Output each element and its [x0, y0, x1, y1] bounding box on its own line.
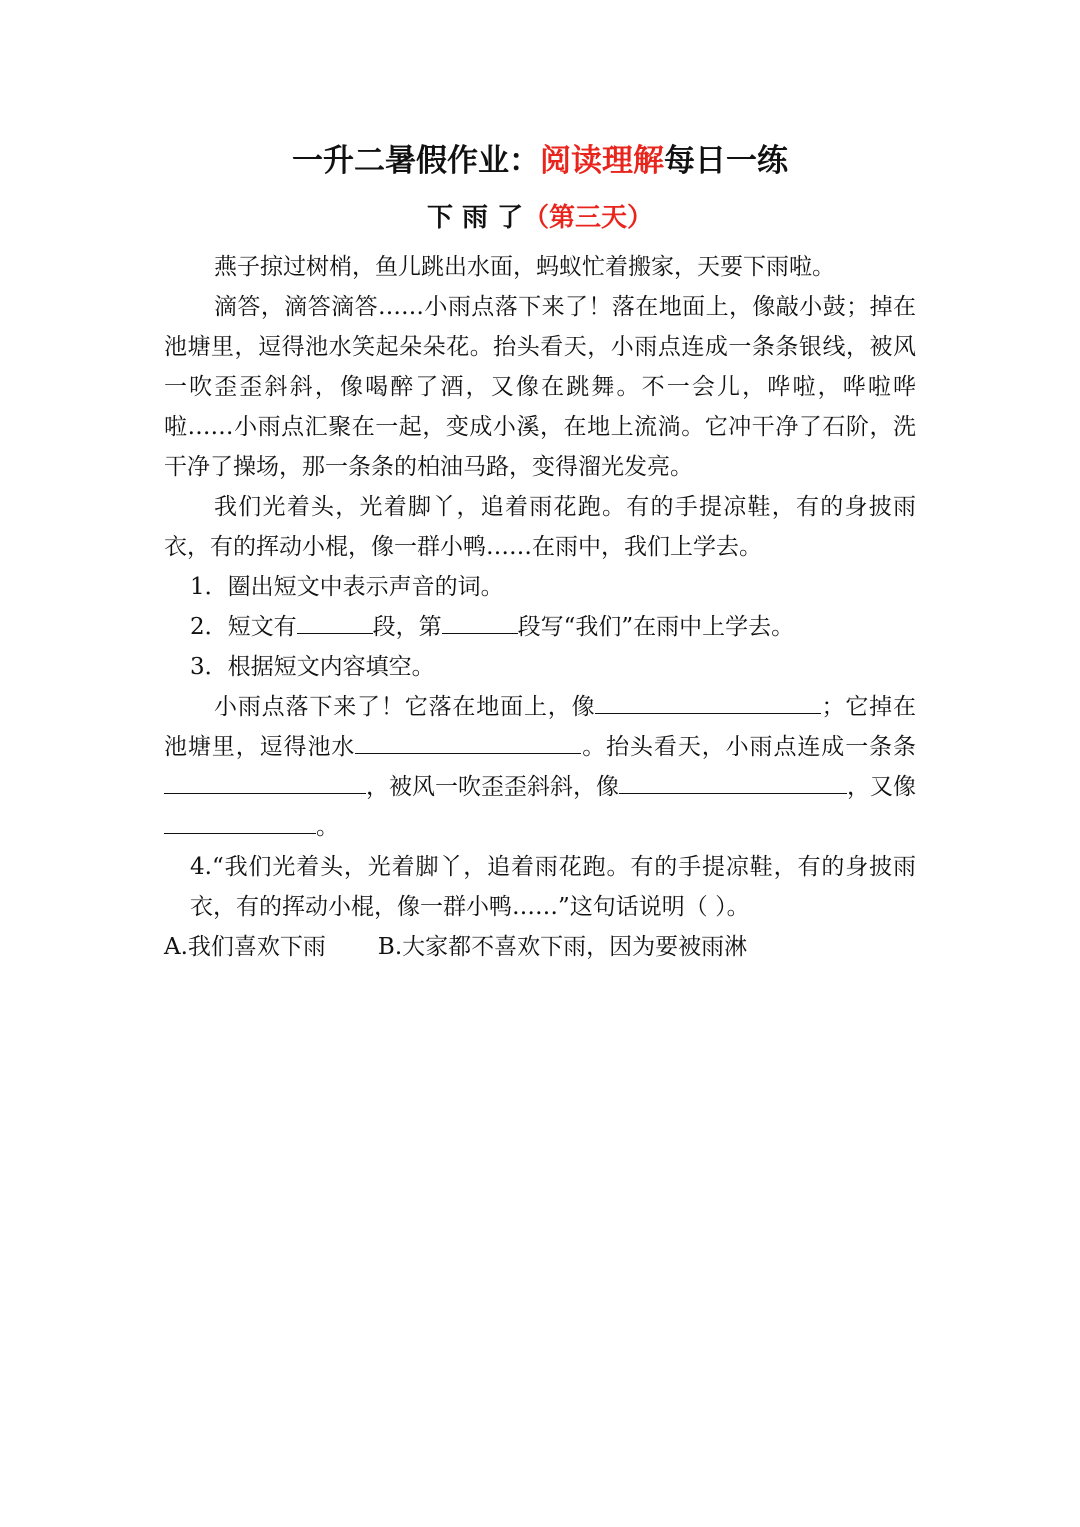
answer-blank[interactable]	[442, 611, 518, 634]
passage-title-main: 下 雨 了	[426, 203, 524, 233]
question-4: 4.“我们光着头，光着脚丫，追着雨花跑。有的手提凉鞋，有的身披雨衣，有的挥动小棍，像一群小鸭……”这句话说明（ ）。	[190, 854, 916, 920]
fill-text-d: ，被风一吹歪歪斜斜，像	[366, 774, 619, 800]
option-a[interactable]: A.我们喜欢下雨	[164, 934, 326, 960]
question-2	[164, 607, 916, 647]
fill-text-e: ，又像	[847, 774, 916, 800]
option-b[interactable]: B.大家都不喜欢下雨，因为要被雨淋	[377, 934, 748, 960]
title-suffix: 每日一练	[664, 143, 788, 179]
fill-text-f: 。	[316, 814, 339, 840]
fill-text-b: ；它掉在池塘里，逗得池水	[164, 694, 917, 760]
question-1: 1．圈出短文中表示声音的词。	[190, 574, 504, 600]
question-2-part-b: 段，第	[372, 614, 442, 640]
question-2-part-c: 段写“我们”在雨中上学去。	[517, 614, 795, 640]
passage-title	[0, 196, 1080, 240]
answer-blank[interactable]	[595, 691, 821, 714]
title-highlight: 阅读理解	[540, 143, 664, 179]
question-3: 3．根据短文内容填空。	[190, 654, 435, 680]
title-prefix: 一升二暑假作业：	[292, 143, 540, 179]
answer-blank[interactable]	[164, 811, 316, 834]
answer-blank[interactable]	[164, 771, 366, 794]
fill-in-paragraph	[164, 687, 916, 847]
page-title	[0, 136, 1080, 186]
worksheet-body	[164, 247, 916, 967]
question-2-part-a: 2．短文有	[190, 614, 297, 640]
passage-day-label: （第三天）	[523, 203, 654, 233]
answer-blank[interactable]	[297, 611, 373, 634]
fill-text-c: 。抬头看天，小雨点连成一条条	[581, 734, 917, 760]
passage-paragraph-2: 滴答，滴答滴答……小雨点落下来了！落在地面上，像敲小鼓；掉在池塘里，逗得池水笑起朵朵花。抬头看天，小雨点连成一条条银线，被风一吹歪歪斜斜，像喝醉了酒，又像在跳舞。不一会儿，哗啦，哗啦哗啦……小雨点汇聚在一起，变成小溪，在地上流淌。它冲干净了石阶，洗干净了操场，那一条条的柏油马路，变得溜光发亮。	[164, 294, 916, 480]
question-4-options	[164, 927, 916, 967]
passage-paragraph-3: 我们光着头，光着脚丫，追着雨花跑。有的手提凉鞋，有的身披雨衣，有的挥动小棍，像一群小鸭……在雨中，我们上学去。	[164, 494, 916, 560]
passage-paragraph-1: 燕子掠过树梢，鱼儿跳出水面，蚂蚁忙着搬家，天要下雨啦。	[214, 254, 835, 280]
fill-text-a: 小雨点落下来了！它落在地面上，像	[214, 694, 596, 720]
answer-blank[interactable]	[355, 731, 581, 754]
answer-blank[interactable]	[619, 771, 847, 794]
